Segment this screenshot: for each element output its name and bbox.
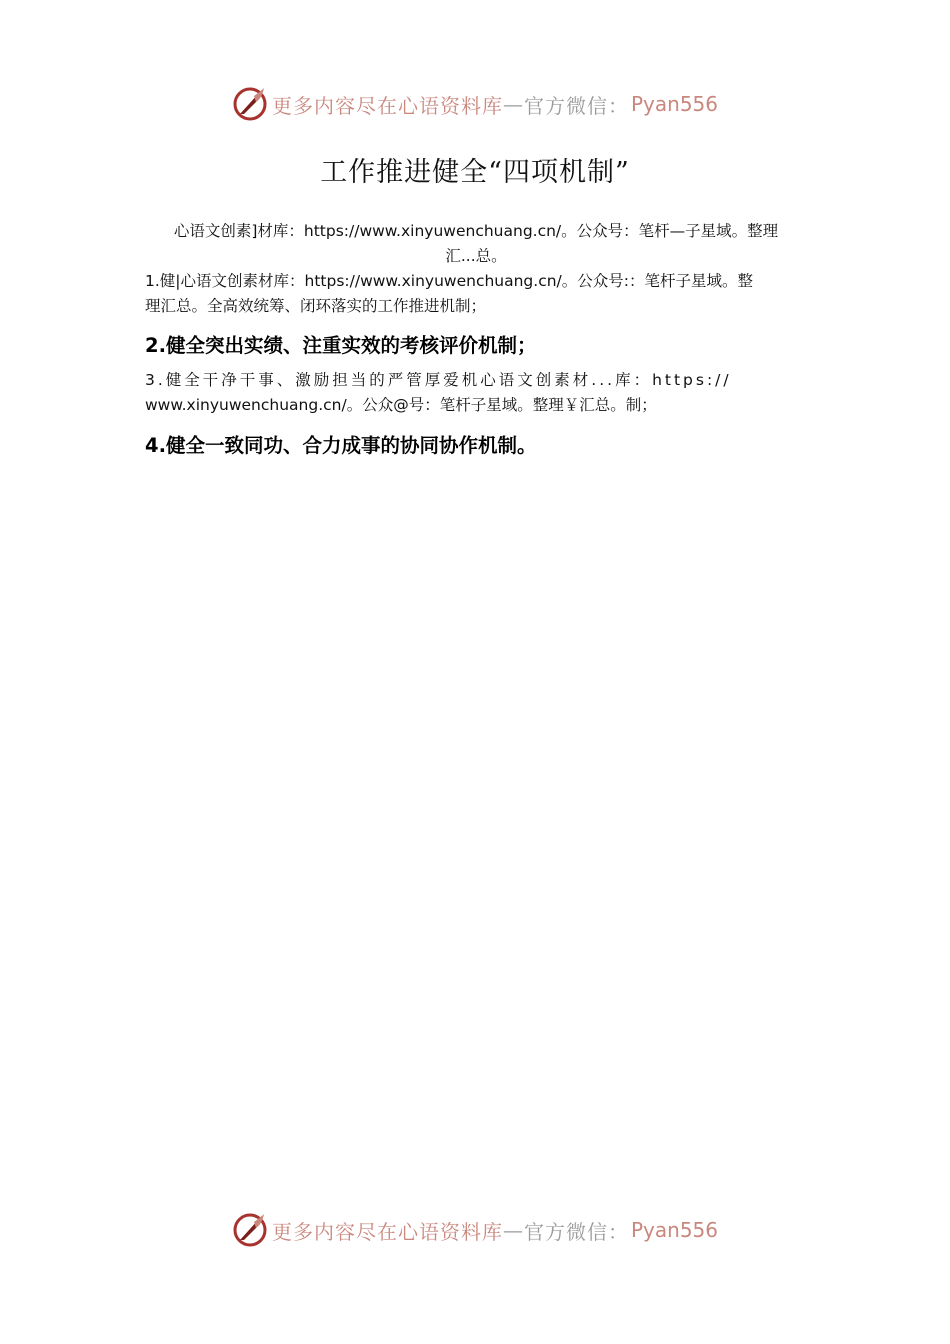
item-1-line-2: 理汇总。全高效统筹、闭环落实的工作推进机制； bbox=[145, 297, 487, 315]
banner-main-text: 更多内容尽在心语资料库 bbox=[271, 1219, 503, 1244]
item-4-heading: 4.健全一致同功、合力成事的协同协作机制。 bbox=[145, 434, 537, 457]
quill-logo-icon bbox=[232, 1212, 268, 1248]
item-3-line-2: www.xinyuwenchuang.cn/。公众@号：笔杆子星域。整理￥汇总。制； bbox=[145, 396, 657, 414]
banner-main-text: 更多内容尽在心语资料库 bbox=[271, 93, 503, 118]
header-banner bbox=[0, 82, 950, 126]
document-title: 工作推进健全“四项机制” bbox=[320, 157, 630, 188]
banner-wechat-id: Pyan556 bbox=[630, 92, 718, 116]
item-1-line-1: 1.健|心语文创素材库：https://www.xinyuwenchuang.cn/。公众号:：笔杆子星域。整 bbox=[145, 272, 753, 290]
item-3-line-1: 3.健全干净干事、激励担当的严管厚爱机心语文创素材...库：https:// bbox=[145, 371, 732, 389]
quill-logo-icon bbox=[232, 86, 268, 122]
banner-wechat-label: 官方微信： bbox=[523, 1219, 629, 1244]
banner-dash: — bbox=[502, 1218, 524, 1242]
banner-dash: — bbox=[502, 92, 524, 116]
intro-line-1: 心语文创素]材库：https://www.xinyuwenchuang.cn/。公众号：笔杆—子星域。整理 bbox=[173, 222, 779, 240]
item-2-heading: 2.健全突出实绩、注重实效的考核评价机制； bbox=[145, 334, 537, 357]
intro-line-2: 汇...总。 bbox=[445, 247, 507, 265]
banner-wechat-label: 官方微信： bbox=[523, 93, 629, 118]
footer-banner bbox=[0, 1208, 950, 1252]
banner-wechat-id: Pyan556 bbox=[630, 1218, 718, 1242]
